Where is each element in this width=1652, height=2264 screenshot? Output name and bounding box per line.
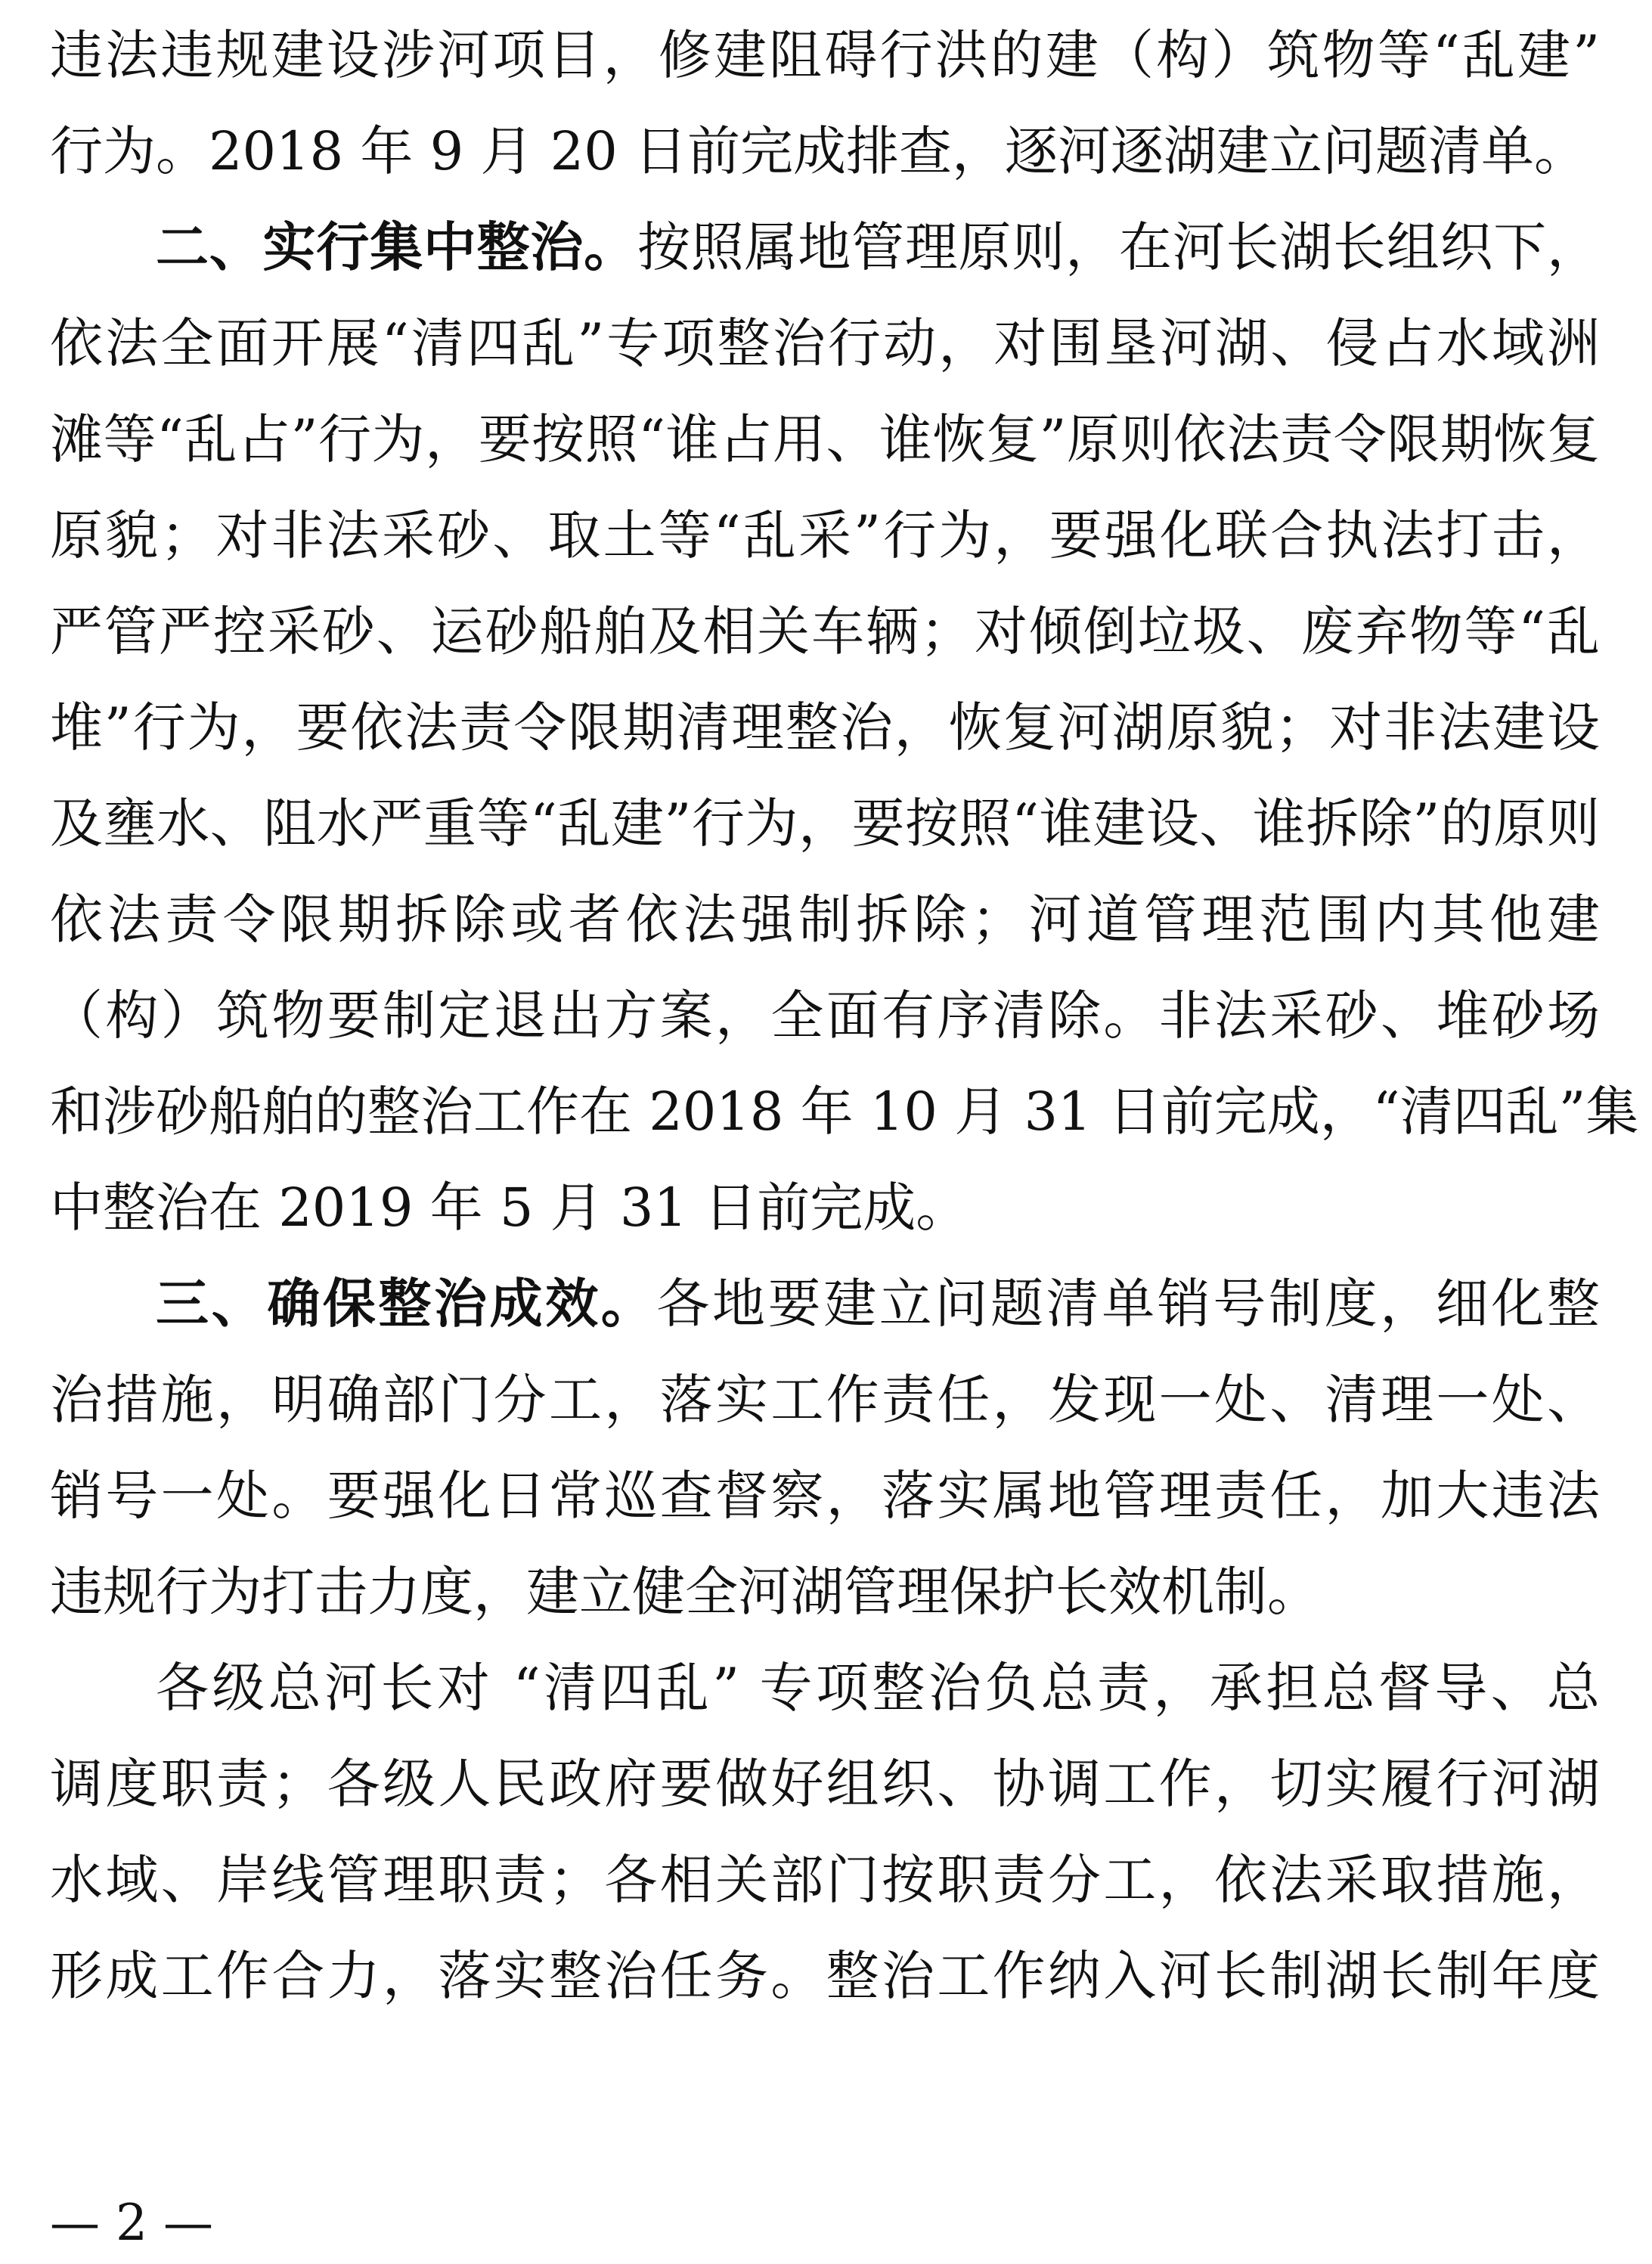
text-line: 形成工作合力，落实整治任务。整治工作纳入河长制湖长制年度: [50, 1945, 1600, 2007]
text-line: 各级总河长对 “清四乱” 专项整治负总责，承担总督导、总: [156, 1657, 1600, 1719]
document-body: [50, 8, 1639, 2024]
text-line: 滩等“乱占”行为，要按照“谁占用、谁恢复”原则依法责令限期恢复: [50, 408, 1600, 470]
text-line: 及壅水、阻水严重等“乱建”行为，要按照“谁建设、谁拆除”的原则: [50, 792, 1600, 854]
section-2-first-line: [50, 200, 1600, 296]
section-3-first-line: [50, 1256, 1600, 1352]
text-line: 调度职责；各级人民政府要做好组织、协调工作，切实履行河湖: [50, 1753, 1600, 1815]
text-line: 堆”行为，要依法责令限期清理整治，恢复河湖原貌；对非法建设: [50, 696, 1600, 758]
text-line: 违法违规建设涉河项目，修建阻碍行洪的建（构）筑物等“乱建”: [50, 24, 1600, 86]
text-span: 按照属地管理原则，在河长湖长组织下，: [637, 216, 1601, 278]
text-line: 原貌；对非法采砂、取土等“乱采”行为，要强化联合执法打击，: [50, 504, 1600, 566]
text-line: 中整治在 2019 年 5 月 31 日前完成。: [50, 1177, 969, 1239]
text-line: 水域、岸线管理职责；各相关部门按职责分工，依法采取措施，: [50, 1849, 1600, 1911]
page-number: — 2 —: [50, 2194, 213, 2252]
text-line: 行为。2018 年 9 月 20 日前完成排查，逐河逐湖建立问题清单。: [50, 120, 1588, 182]
section-heading: 三、确保整治成效。: [156, 1273, 657, 1335]
text-line: 依法责令限期拆除或者依法强制拆除；河道管理范围内其他建: [50, 889, 1600, 951]
text-line: 违规行为打击力度，建立健全河湖管理保护长效机制。: [50, 1561, 1320, 1623]
section-heading: 二、实行集中整治。: [156, 216, 637, 278]
text-line: （构）筑物要制定退出方案，全面有序清除。非法采砂、堆砂场: [50, 985, 1600, 1047]
text-line: 销号一处。要强化日常巡查督察，落实属地管理责任，加大违法: [50, 1465, 1600, 1527]
text-line: 严管严控采砂、运砂船舶及相关车辆；对倾倒垃圾、废弃物等“乱: [50, 600, 1600, 662]
text-line: 和涉砂船舶的整治工作在 2018 年 10 月 31 日前完成，“清四乱”集: [50, 1081, 1639, 1143]
text-line: 依法全面开展“清四乱”专项整治行动，对围垦河湖、侵占水域洲: [50, 312, 1600, 374]
text-line: 治措施，明确部门分工，落实工作责任，发现一处、清理一处、: [50, 1369, 1600, 1431]
text-span: 各地要建立问题清单销号制度，细化整: [656, 1273, 1601, 1335]
